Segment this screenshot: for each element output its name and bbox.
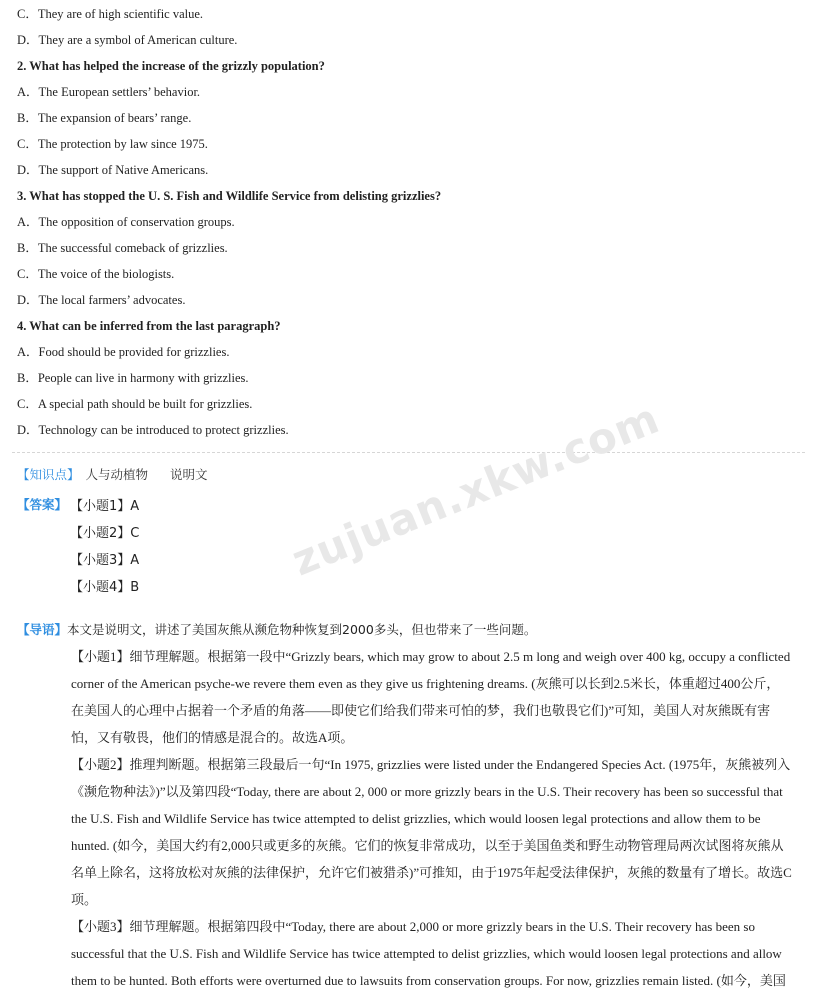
explanation-line: 名单上除名，这将放松对灰熊的法律保护，允许它们被猎杀)”可推知，由于1975年起受法律保护，灰熊的数量有了增长。故选C [71,865,792,880]
knowledge-point-label: 【知识点】 [17,467,80,482]
option-c-q1: C．They are of high scientific value. [17,7,204,21]
option-d-q4: D．Technology can be introduced to protect grizzlies. [17,423,289,437]
guide-label: 【导语】 [17,622,68,637]
watermark: zujuan.xkw.com [285,393,667,586]
knowledge-point-value-1: 人与动植物 [85,467,149,482]
guide-text: 本文是说明文，讲述了美国灰熊从濒危物种恢复到2000多头，但也带来了一些问题。 [67,622,537,637]
option-d-q3: D．The local farmers’ advocates. [17,293,186,307]
knowledge-point-row [17,465,208,484]
answer-label: 【答案】 [17,497,68,512]
question-3-stem: 3. What has stopped the U. S. Fish and Wildlife Service from delisting grizzlies? [17,189,442,203]
knowledge-point-value-2: 说明文 [170,467,208,482]
explanation-line: 项。 [71,892,98,907]
explanation-line: 在美国人的心理中占据着一个矛盾的角落——即使它们给我们带来可怕的梦，我们也敬畏它们)”可知，美国人对灰熊既有害 [71,703,771,718]
explanation-line: 《濒危物种法》)”以及第四段“Today, there are about 2, 000 or more grizzly bears in the U.S. Their recovery has been so successful that [71,784,783,799]
option-b-q2: B．The expansion of bears’ range. [17,111,192,125]
explanation-line: successful that the U.S. Fish and Wildlife Service has twice attempted to delist grizzlies, which would loosen legal protections and allow [71,946,782,961]
guide-row [17,620,536,639]
explanation-line: them to be hunted. Both efforts were overturned due to lawsuits from conservation groups. For now, grizzlies remain listed. (如今，美国 [71,973,786,988]
explanation-line: hunted. (如今，美国大约有2,000只或更多的灰熊。它们的恢复非常成功，以至于美国鱼类和野生动物管理局两次试图将灰熊从 [71,838,784,853]
option-a-q2: A．The European settlers’ behavior. [17,85,201,99]
option-c-q2: C．The protection by law since 1975. [17,137,208,151]
question-2-stem: 2. What has helped the increase of the grizzly population? [17,59,325,73]
explanation-line: the U.S. Fish and Wildlife Service has twice attempted to delist grizzlies, which would loosen legal protections and allow them to be [71,811,761,826]
option-a-q3: A．The opposition of conservation groups. [17,215,235,229]
answer-item-2: 【小题2】C [70,526,140,541]
answer-item-3: 【小题3】A [70,553,140,568]
option-d-q1: D．They are a symbol of American culture. [17,33,238,47]
question-4-stem: 4. What can be inferred from the last paragraph? [17,319,281,333]
explanation-line: corner of the American psyche-we revere them even as they give us frightening dreams. (灰熊可以长到2.5米长，体重超过400公斤， [71,676,780,691]
answer-item-4: 【小题4】B [70,580,140,595]
option-b-q3: B．The successful comeback of grizzlies. [17,241,228,255]
explanation-line: 【小题2】推理判断题。根据第三段最后一句“In 1975, grizzlies were listed under the Endangered Species Act. (1975年，灰熊被列入 [71,757,791,772]
answer-item-1: 【小题1】A [70,499,140,514]
option-c-q4: C．A special path should be built for grizzlies. [17,397,253,411]
option-b-q4: B．People can live in harmony with grizzlies. [17,371,249,385]
section-divider [12,452,805,453]
option-a-q4: A．Food should be provided for grizzlies. [17,345,230,359]
option-c-q3: C．The voice of the biologists. [17,267,175,281]
explanation-line: 怕，又有敬畏，他们的情感是混合的。故选A项。 [71,730,354,745]
explanation-line: 【小题1】细节理解题。根据第一段中“Grizzly bears, which may grow to about 2.5 m long and weigh over 400 kg, occupy a conflicted [71,649,791,664]
explanation-line: 【小题3】细节理解题。根据第四段中“Today, there are about 2,000 or more grizzly bears in the U.S. Their recovery has been so [71,919,755,934]
option-d-q2: D．The support of Native Americans. [17,163,209,177]
